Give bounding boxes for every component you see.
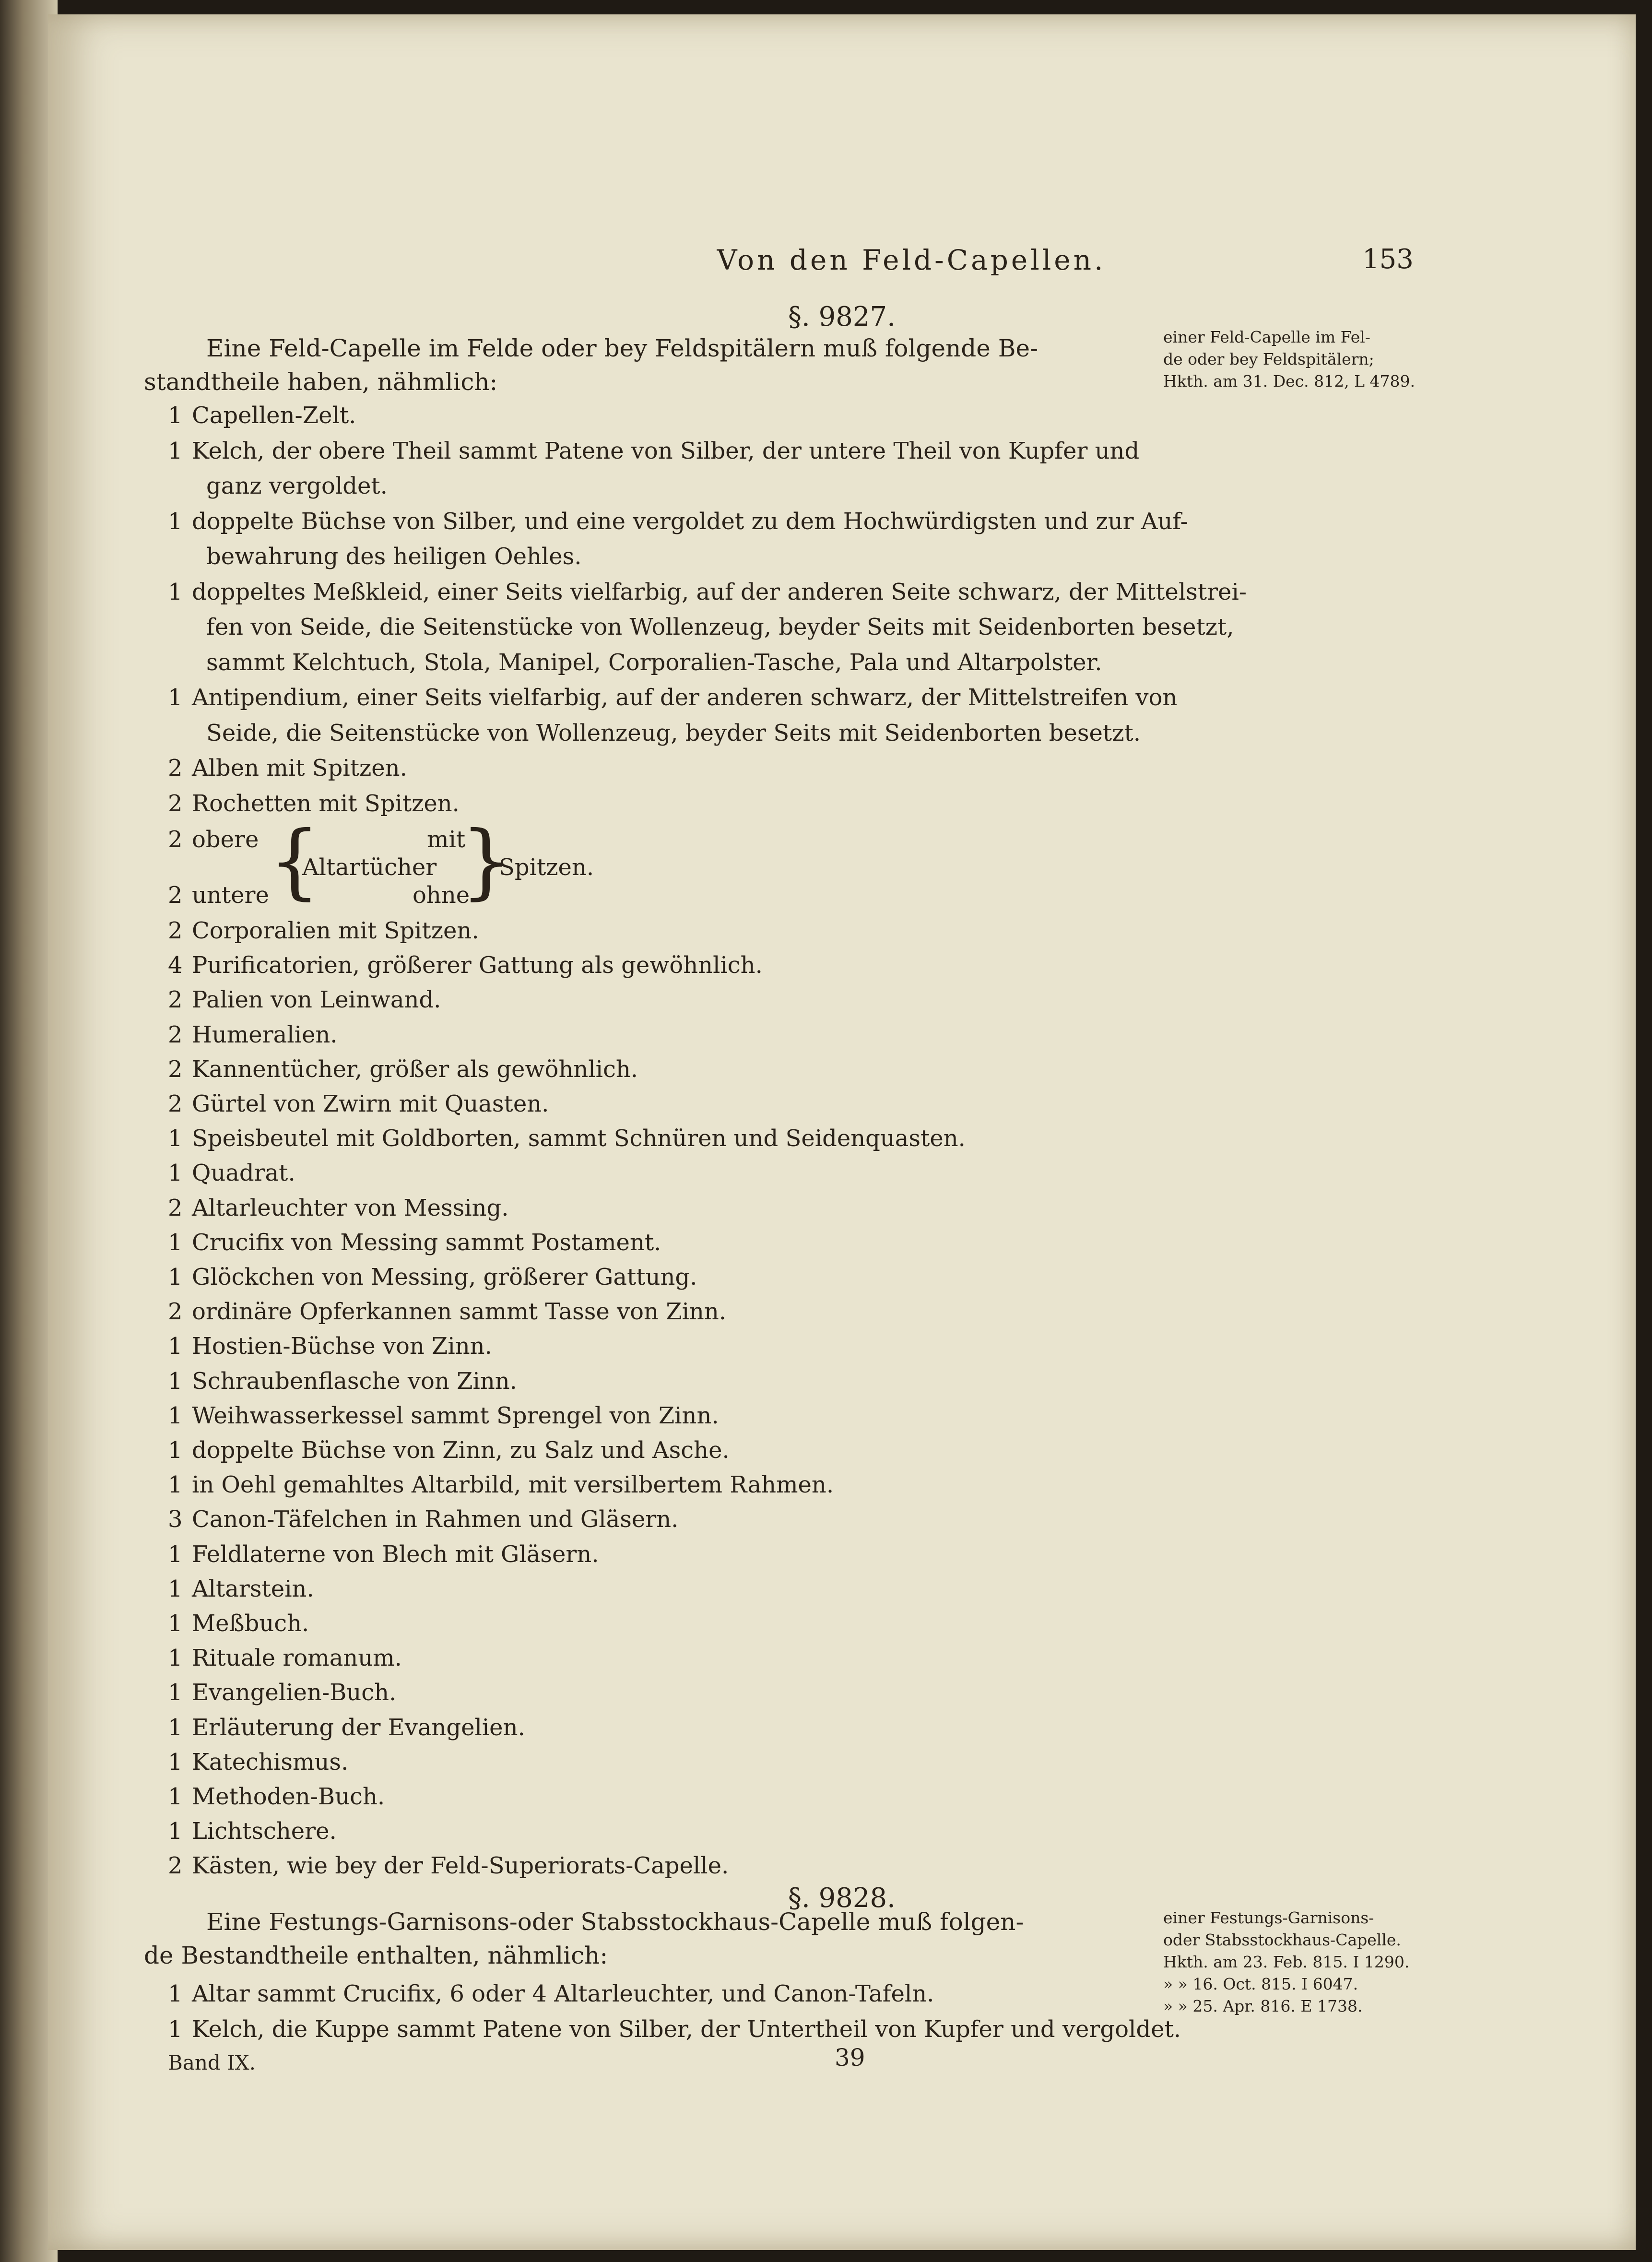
item-text: Palien von Leinwand. [192,986,441,1014]
item-number: 1 [168,1229,183,1256]
item-text: Crucifix von Messing sammt Postament. [192,1229,661,1256]
item-number: 2 [168,1194,183,1221]
item-text: Erläuterung der Evangelien. [192,1714,525,1741]
item-number: 1 [168,1748,183,1776]
item-number: 2 [168,1090,183,1117]
item-text: Seide, die Seitenstücke von Wollenzeug, beyder Seits mit Seidenborten besetzt. [206,719,1141,746]
item-number: 2 [168,1298,183,1326]
item-text: doppelte Büchse von Zinn, zu Salz und Asche. [192,1437,730,1464]
item-number: 2 [168,826,183,853]
item-text: Methoden-Buch. [192,1783,385,1810]
item-number: 2 [168,917,183,944]
margin-note-line: einer Feld-Capelle im Fel- [1163,328,1370,346]
item-number: 1 [168,1264,183,1291]
item-number: 1 [168,1783,183,1810]
item-text: Altarleuchter von Messing. [192,1194,509,1221]
item-number: 1 [168,1402,183,1429]
item-number: 1 [168,1540,183,1568]
margin-note-1 [1163,326,1432,392]
item-text: Gürtel von Zwirn mit Quasten. [192,1090,549,1117]
item-number: 1 [168,1160,183,1187]
item-number: 2 [168,986,183,1014]
item-number: 1 [168,684,183,711]
item-text: Altar sammt Crucifix, 6 oder 4 Altarleuchter, und Canon-Tafeln. [192,1980,934,2007]
item-number: 1 [168,2016,183,2043]
item-text: Meßbuch. [192,1610,309,1637]
item-text: doppelte Büchse von Silber, und eine vergoldet zu dem Hochwürdigsten und zur Auf- [192,508,1188,535]
item-number: 1 [168,1714,183,1741]
page-number: 153 [1362,244,1414,275]
item-text: Purificatorien, größerer Gattung als gewöhnlich. [192,952,763,979]
margin-note-2 [1163,1907,1432,2017]
item-number: 1 [168,1610,183,1637]
section-number-9827: §. 9827. [788,301,896,332]
item-text: bewahrung des heiligen Oehles. [206,543,582,570]
item-text: Canon-Täfelchen in Rahmen und Gläsern. [192,1506,679,1533]
item-text: Antipendium, einer Seits vielfarbig, auf der anderen schwarz, der Mittelstreifen von [192,684,1178,711]
item-text: ordinäre Opferkannen sammt Tasse von Zinn. [192,1298,727,1326]
item-text: in Oehl gemahltes Altarbild, mit versilbertem Rahmen. [192,1471,834,1499]
page [48,14,1636,2250]
item-number: 1 [168,437,183,464]
lace-label: Spitzen. [499,854,594,881]
item-text: Evangelien-Buch. [192,1679,397,1706]
item-number: 1 [168,508,183,535]
item-number: 4 [168,952,183,979]
item-text: doppeltes Meßkleid, einer Seits vielfarbig, auf der anderen Seite schwarz, der Mittelstrei- [192,578,1247,605]
signature-mark: 39 [835,2044,865,2072]
item-number: 2 [168,1021,183,1048]
item-text: Hostien-Büchse von Zinn. [192,1333,492,1360]
item-number: 1 [168,1980,183,2007]
item-text: Alben mit Spitzen. [192,755,407,782]
item-text: Rochetten mit Spitzen. [192,790,460,817]
margin-note-line: de oder bey Feldspitälern; [1163,350,1374,368]
item-number: 1 [168,1471,183,1499]
item-text: Glöckchen von Messing, größerer Gattung. [192,1264,697,1291]
section-intro-line: standtheile haben, nähmlich: [144,368,498,396]
item-text: Altarstein. [192,1575,314,1602]
item-number: 2 [168,1852,183,1880]
margin-note-line: Hkth. am 23. Feb. 815. I 1290. [1163,1953,1410,1971]
item-text: ganz vergoldet. [206,473,388,499]
item-text: Kästen, wie bey der Feld-Superiorats-Capelle. [192,1852,729,1880]
section-number-9828: §. 9828. [788,1883,896,1914]
item-text: Weihwasserkessel sammt Sprengel von Zinn. [192,1402,719,1429]
volume-label: Band IX. [168,2051,256,2074]
item-text: Corporalien mit Spitzen. [192,917,479,944]
running-header: Von den Feld-Capellen. [717,244,1106,276]
item-text: Katechismus. [192,1748,349,1776]
item-text: Kelch, die Kuppe sammt Patene von Silber, der Untertheil von Kupfer und vergoldet. [192,2016,1181,2043]
item-number: 1 [168,402,183,429]
right-brace: } [460,814,513,909]
item-number: 1 [168,1437,183,1464]
item-number: 1 [168,1645,183,1672]
margin-note-line: Hkth. am 31. Dec. 812, L 4789. [1163,372,1415,391]
item-number: 2 [168,882,183,909]
item-number: 1 [168,1679,183,1706]
without-label: ohne [413,882,470,909]
item-number: 1 [168,1818,183,1845]
item-number: 2 [168,755,183,782]
section-intro-line: de Bestandtheile enthalten, nähmlich: [144,1942,608,1969]
item-number: 2 [168,1055,183,1083]
margin-note-line: einer Festungs-Garnisons- [1163,1908,1374,1927]
item-text: sammt Kelchtuch, Stola, Manipel, Corporalien-Tasche, Pala und Altarpolster. [206,649,1102,676]
margin-note-line: oder Stabsstockhaus-Capelle. [1163,1930,1401,1949]
section-intro-line: Eine Festungs-Garnisons-oder Stabsstockhaus-Capelle muß folgen- [206,1908,1024,1936]
altar-upper: obere [192,826,259,853]
margin-note-line: » » 16. Oct. 815. I 6047. [1163,1975,1358,1993]
item-text: Kelch, der obere Theil sammt Patene von Silber, der untere Theil von Kupfer und [192,437,1140,464]
item-number: 1 [168,1333,183,1360]
item-number: 1 [168,578,183,605]
item-text: Kannentücher, größer als gewöhnlich. [192,1055,638,1083]
section-intro-line: Eine Feld-Capelle im Felde oder bey Feldspitälern muß folgende Be- [206,334,1038,362]
item-number: 3 [168,1506,183,1533]
with-label: mit [427,826,466,853]
left-brace: { [269,814,321,909]
item-text: Speisbeutel mit Goldborten, sammt Schnüren und Seidenquasten. [192,1125,966,1152]
item-text: Feldlaterne von Blech mit Gläsern. [192,1540,599,1568]
altar-cloth-label: Altartücher [302,854,437,881]
item-text: Quadrat. [192,1160,295,1187]
item-text: Humeralien. [192,1021,338,1048]
altar-lower: untere [192,882,269,909]
item-number: 2 [168,790,183,817]
item-text: Lichtschere. [192,1818,337,1845]
item-text: Rituale romanum. [192,1645,402,1672]
item-number: 1 [168,1575,183,1602]
margin-note-line: » » 25. Apr. 816. E 1738. [1163,1997,1363,2015]
item-number: 1 [168,1125,183,1152]
item-text: fen von Seide, die Seitenstücke von Wollenzeug, beyder Seits mit Seidenborten besetzt, [206,614,1234,640]
item-text: Capellen-Zelt. [192,402,356,429]
item-text: Schraubenflasche von Zinn. [192,1367,517,1395]
item-number: 1 [168,1367,183,1395]
